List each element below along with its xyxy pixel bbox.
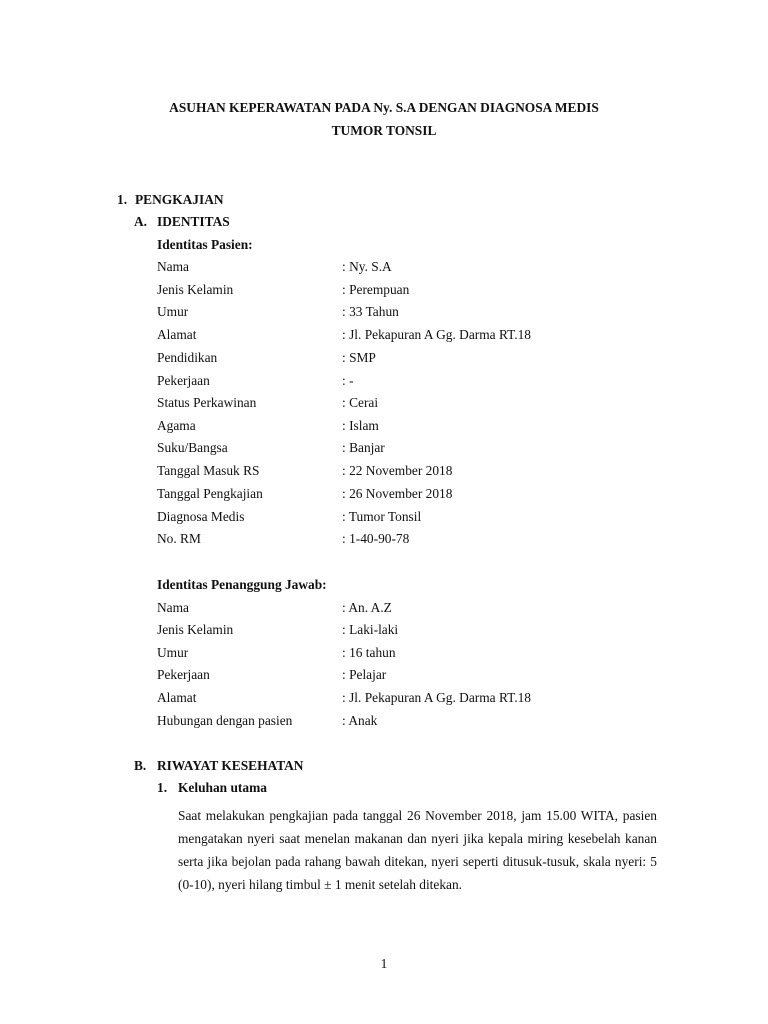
guardian-label: Alamat — [157, 690, 197, 705]
patient-value: : Islam — [342, 418, 379, 433]
patient-value: : Perempuan — [342, 282, 410, 297]
patient-value: : Jl. Pekapuran A Gg. Darma RT.18 — [342, 327, 531, 342]
guardian-value: : 16 tahun — [342, 645, 396, 660]
keluhan-paragraph: Saat melakukan pengkajian pada tanggal 26 November 2018, jam 15.00 WITA, pasien mengatakan nyeri saat menelan makanan dan nyeri jika kepala miring kesebelah kanan serta jika bejolan pada rahang bawah ditekan, nyeri seperti ditusuk-tusuk, skala nyeri: 5 (0-10), nyeri hilang timbul ± 1 menit setelah ditekan. — [178, 808, 657, 892]
patient-label: Pendidikan — [157, 350, 218, 365]
patient-value: : Tumor Tonsil — [342, 509, 422, 524]
guardian-label: Nama — [157, 600, 189, 615]
patient-label: Pekerjaan — [157, 373, 210, 388]
guardian-value: : Jl. Pekapuran A Gg. Darma RT.18 — [342, 690, 531, 705]
patient-label: Tanggal Masuk RS — [157, 463, 260, 478]
patient-value: : 26 November 2018 — [342, 486, 453, 501]
keluhan-number: 1. — [157, 780, 168, 795]
doc-title-line1: ASUHAN KEPERAWATAN PADA Ny. S.A DENGAN DIAGNOSA MEDIS — [169, 100, 599, 115]
section1-title: PENGKAJIAN — [135, 192, 224, 207]
patient-heading: Identitas Pasien: — [157, 237, 253, 252]
guardian-value: : Anak — [342, 713, 378, 728]
guardian-label: Umur — [157, 645, 189, 660]
patient-label: Umur — [157, 304, 189, 319]
sectionB-letter: B. — [134, 758, 147, 773]
patient-label: Diagnosa Medis — [157, 509, 245, 524]
patient-label: Jenis Kelamin — [157, 282, 234, 297]
patient-label: Agama — [157, 418, 196, 433]
patient-value: : 22 November 2018 — [342, 463, 453, 478]
doc-title-line2: TUMOR TONSIL — [331, 123, 437, 138]
patient-value: : Banjar — [342, 440, 385, 455]
patient-value: : Ny. S.A — [342, 259, 392, 274]
patient-value: : - — [342, 373, 354, 388]
patient-label: Tanggal Pengkajian — [157, 486, 263, 501]
guardian-value: : Pelajar — [342, 667, 387, 682]
sectionB-title: RIWAYAT KESEHATAN — [157, 758, 304, 773]
page-number: 1 — [380, 956, 388, 971]
patient-value: : SMP — [342, 350, 376, 365]
keluhan-title: Keluhan utama — [178, 780, 267, 795]
guardian-value: : Laki-laki — [342, 622, 399, 637]
patient-label: No. RM — [157, 531, 201, 546]
guardian-value: : An. A.Z — [342, 600, 392, 615]
patient-value: : 1-40-90-78 — [342, 531, 410, 546]
patient-label: Status Perkawinan — [157, 395, 257, 410]
guardian-label: Jenis Kelamin — [157, 622, 234, 637]
sectionA-letter: A. — [134, 214, 148, 229]
guardian-heading: Identitas Penanggung Jawab: — [157, 577, 327, 592]
patient-label: Suku/Bangsa — [157, 440, 228, 455]
guardian-label: Pekerjaan — [157, 667, 210, 682]
patient-label: Alamat — [157, 327, 197, 342]
patient-label: Nama — [157, 259, 189, 274]
section1-number: 1. — [117, 192, 128, 207]
patient-value: : Cerai — [342, 395, 379, 410]
sectionA-title: IDENTITAS — [157, 214, 230, 229]
guardian-label: Hubungan dengan pasien — [157, 713, 293, 728]
patient-value: : 33 Tahun — [342, 304, 399, 319]
